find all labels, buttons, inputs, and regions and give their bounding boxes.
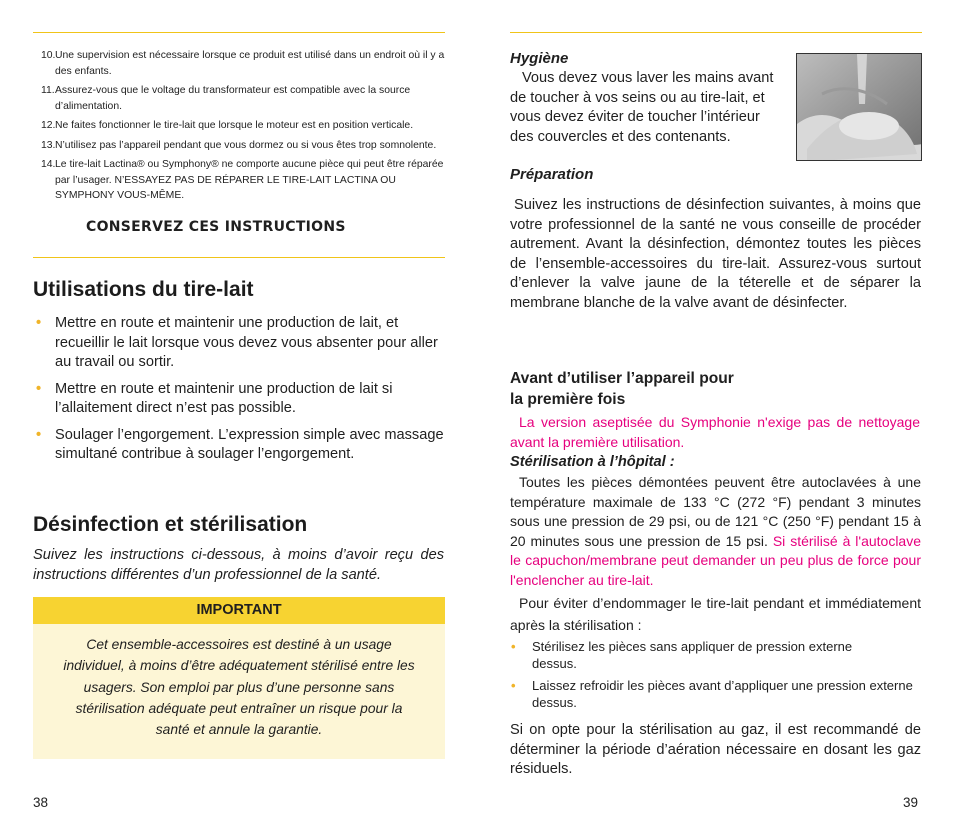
avant-note: La version aseptisée du Symphonie n'exige pas de nettoyage avant la première utilisation. bbox=[510, 414, 920, 450]
list-item: • Laissez refroidir les pièces avant d’appliquer une pression externe dessus. bbox=[511, 678, 913, 710]
conserver-heading: CONSERVEZ CES INSTRUCTIONS bbox=[86, 219, 346, 235]
eviter-list bbox=[510, 638, 921, 716]
list-item: • Mettre en route et maintenir une production de lait si l’allaitement direct n’est pas possible. bbox=[36, 380, 393, 416]
bullet-icon: • bbox=[511, 639, 516, 654]
bullet-icon: • bbox=[36, 315, 42, 331]
important-body: Cet ensemble-accessoires est destiné à un usage individuel, à moins d’être adéquatement stérilisé entre les usagers. Son emploi par plus d’une personne sans stérilisation adéquate peut entraîner un risque pour la santé et annule la garantie. bbox=[33, 624, 445, 759]
utilisations-list bbox=[33, 314, 445, 472]
list-item: • Soulager l’engorgement. L’expression simple avec massage simultané contribue à soulager l’engorgement. bbox=[36, 426, 444, 462]
utilisations-title: Utilisations du tire-lait bbox=[33, 278, 254, 301]
section-rule-left bbox=[33, 257, 445, 258]
safety-list bbox=[33, 48, 445, 208]
avant-title: Avant d’utiliser l’appareil pour la première fois bbox=[510, 370, 734, 408]
eviter-text: Pour éviter d’endommager le tire-lait pendant et immédiatement après la stérilisation : bbox=[510, 595, 921, 633]
list-item: 12. Ne faites fonctionner le tire-lait que lorsque le moteur est en position verticale. bbox=[41, 120, 414, 131]
bullet-icon: • bbox=[511, 678, 516, 693]
list-item: • Mettre en route et maintenir une production de lait, et recueillir le lait lorsque vous devez vous absenter pour aller au travail ou sortir. bbox=[36, 315, 438, 370]
handwashing-photo bbox=[796, 53, 922, 161]
list-item: 10. Une supervision est nécessaire lorsque ce produit est utilisé dans un endroit où il y a des enfants. bbox=[41, 50, 445, 77]
page-number-right: 39 bbox=[903, 795, 919, 810]
top-rule-left bbox=[33, 32, 445, 33]
sterilisation-title: Stérilisation à l’hôpital : bbox=[510, 454, 675, 470]
preparation-title: Préparation bbox=[510, 166, 594, 183]
preparation-text: Suivez les instructions de désinfection suivantes, à moins que votre professionnel de la santé ne vous conseille de procéder autrement. Avant la désinfection, démontez toutes les pièces de l’ensemble-accessoires du tire-lait. Assurez-vous surtout d’enlever la valve jaune de la téterelle et de séparer la membrane blanche de la valve avant de désinfecter. bbox=[510, 197, 921, 311]
list-item: 11. Assurez-vous que le voltage du transformateur est compatible avec la source d’alimentation. bbox=[41, 85, 411, 112]
gaz-text: Si on opte pour la stérilisation au gaz, il est recommandé de déterminer la période d’aération nécessaire en dosant les gaz résiduels. bbox=[510, 722, 921, 777]
important-header: IMPORTANT bbox=[33, 597, 445, 624]
bullet-icon: • bbox=[36, 380, 42, 397]
page-number-left: 38 bbox=[33, 795, 49, 810]
list-item: 14. Le tire-lait Lactina® ou Symphony® ne comporte aucune pièce qui peut être réparée par l’usager. N’ESSAYEZ PAS DE RÉPARER LE TIRE-LAIT LACTINA OU SYMPHONY VOUS-MÊME. bbox=[41, 159, 444, 201]
bullet-icon: • bbox=[36, 426, 42, 443]
top-rule-right bbox=[510, 32, 922, 33]
desinfection-intro: Suivez les instructions ci-dessous, à moins d’avoir reçu des instructions différentes d’un professionnel de la santé. bbox=[33, 547, 444, 583]
handwashing-illustration bbox=[797, 54, 922, 161]
hygiene-text: Vous devez vous laver les mains avant de toucher à vos seins ou au tire-lait, et vous devez éviter de toucher l’intérieur des couvercles et des contenants. bbox=[510, 70, 774, 145]
desinfection-title: Désinfection et stérilisation bbox=[33, 513, 308, 536]
list-item: • Stérilisez les pièces sans appliquer de pression externe dessus. bbox=[511, 639, 853, 671]
sterilisation-note: Si stérilisé à l'autoclave le capuchon/membrane peut demander un peu plus de force pour l'enclencher au tire-lait. bbox=[510, 532, 921, 588]
hygiene-title: Hygiène bbox=[510, 50, 569, 67]
list-item: 13. N’utilisez pas l’appareil pendant que vous dormez ou si vous êtes trop somnolente. bbox=[41, 139, 437, 151]
sterilisation-text: Toutes les pièces démontées peuvent être autoclavées à une température maximale de 133 °C (272 °F) pendant 3 minutes sous une pression de 29 psi, ou de 121 °C (250 °F) pendant 15 à 20 minutes sous une pression de 15 psi. Si stérilisé à l'autoclave le capuchon/membrane peut demander un peu plus de force pour l'enclencher au tire-lait. bbox=[510, 474, 921, 588]
